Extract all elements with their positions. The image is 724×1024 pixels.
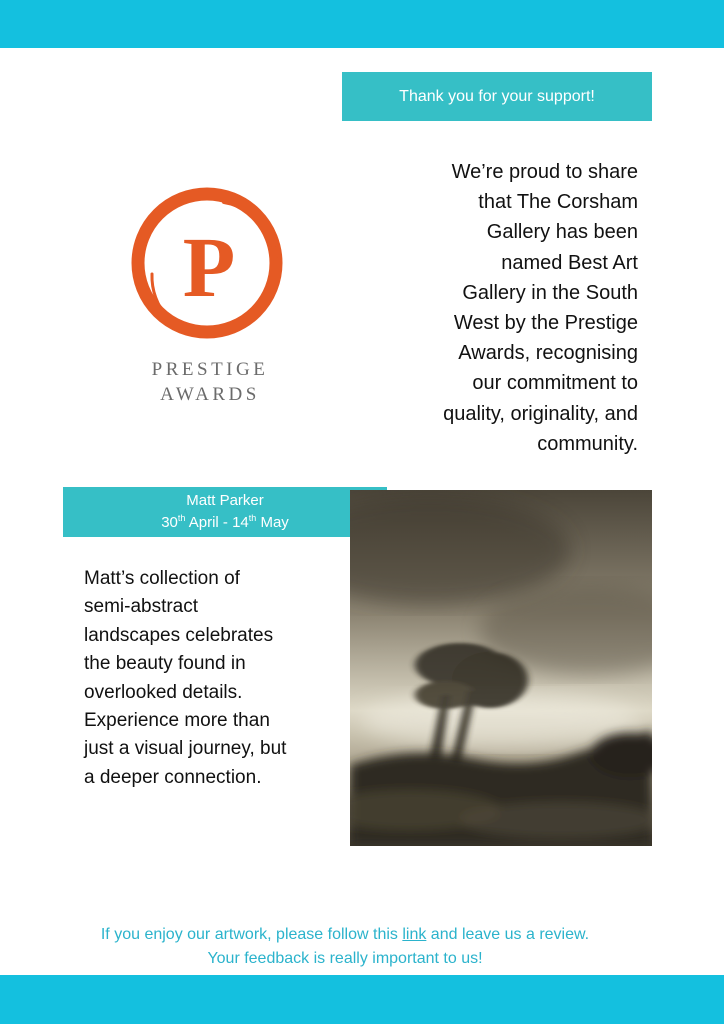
bottom-color-bar bbox=[0, 975, 724, 1024]
top-color-bar bbox=[0, 0, 724, 48]
description-line: the beauty found in bbox=[84, 653, 246, 675]
review-link[interactable]: link bbox=[402, 926, 427, 943]
artwork-image bbox=[350, 490, 652, 846]
announcement-line: quality, originality, and bbox=[443, 402, 638, 425]
description-line: Matt’s collection of bbox=[84, 568, 240, 589]
start-day-suffix: th bbox=[177, 513, 186, 523]
announcement-line: named Best Art bbox=[501, 251, 638, 274]
review-request-line bbox=[40, 923, 650, 947]
announcement-line: Gallery in the South bbox=[462, 281, 638, 304]
exhibition-description bbox=[84, 565, 324, 792]
prestige-awards-logo bbox=[128, 182, 290, 344]
announcement-line: our commitment to bbox=[472, 372, 638, 395]
description-line: landscapes celebrates bbox=[84, 624, 274, 646]
announcement-line: that The Corsham bbox=[478, 191, 638, 214]
logo-word-prestige: PRESTIGE bbox=[151, 359, 269, 380]
review-request bbox=[40, 923, 650, 971]
description-line: Experience more than bbox=[84, 710, 270, 732]
exhibition-banner bbox=[63, 487, 387, 537]
end-day: 14 bbox=[232, 514, 249, 531]
thanks-banner-text: Thank you for your support! bbox=[399, 87, 595, 105]
announcement-line: West by the Prestige bbox=[453, 312, 638, 335]
exhibition-dates bbox=[63, 512, 387, 534]
description-line: just a visual journey, but bbox=[84, 738, 287, 760]
announcement-line: Gallery has been bbox=[486, 221, 638, 244]
review-text-before: If you enjoy our artwork, please follow this bbox=[100, 926, 403, 943]
description-line: a deeper connection. bbox=[84, 766, 262, 788]
logo-letter: P bbox=[182, 219, 236, 315]
end-day-suffix: th bbox=[248, 513, 257, 523]
logo-word-awards: AWARDS bbox=[160, 384, 260, 405]
thanks-banner bbox=[342, 72, 652, 121]
review-text-after: and leave us a review. bbox=[426, 926, 590, 943]
description-line: overlooked details. bbox=[84, 681, 243, 703]
announcement-line: Awards, recognising bbox=[458, 342, 638, 365]
announcement-text bbox=[410, 157, 638, 459]
description-line: semi-abstract bbox=[84, 596, 199, 618]
announcement-line: We’re proud to share bbox=[451, 161, 638, 183]
artist-name: Matt Parker bbox=[186, 492, 264, 509]
announcement-line: community. bbox=[537, 432, 638, 455]
start-day: 30 bbox=[161, 514, 178, 531]
start-month: April - bbox=[185, 514, 233, 531]
feedback-line: Your feedback is really important to us! bbox=[207, 950, 483, 967]
end-month: May bbox=[256, 514, 289, 531]
